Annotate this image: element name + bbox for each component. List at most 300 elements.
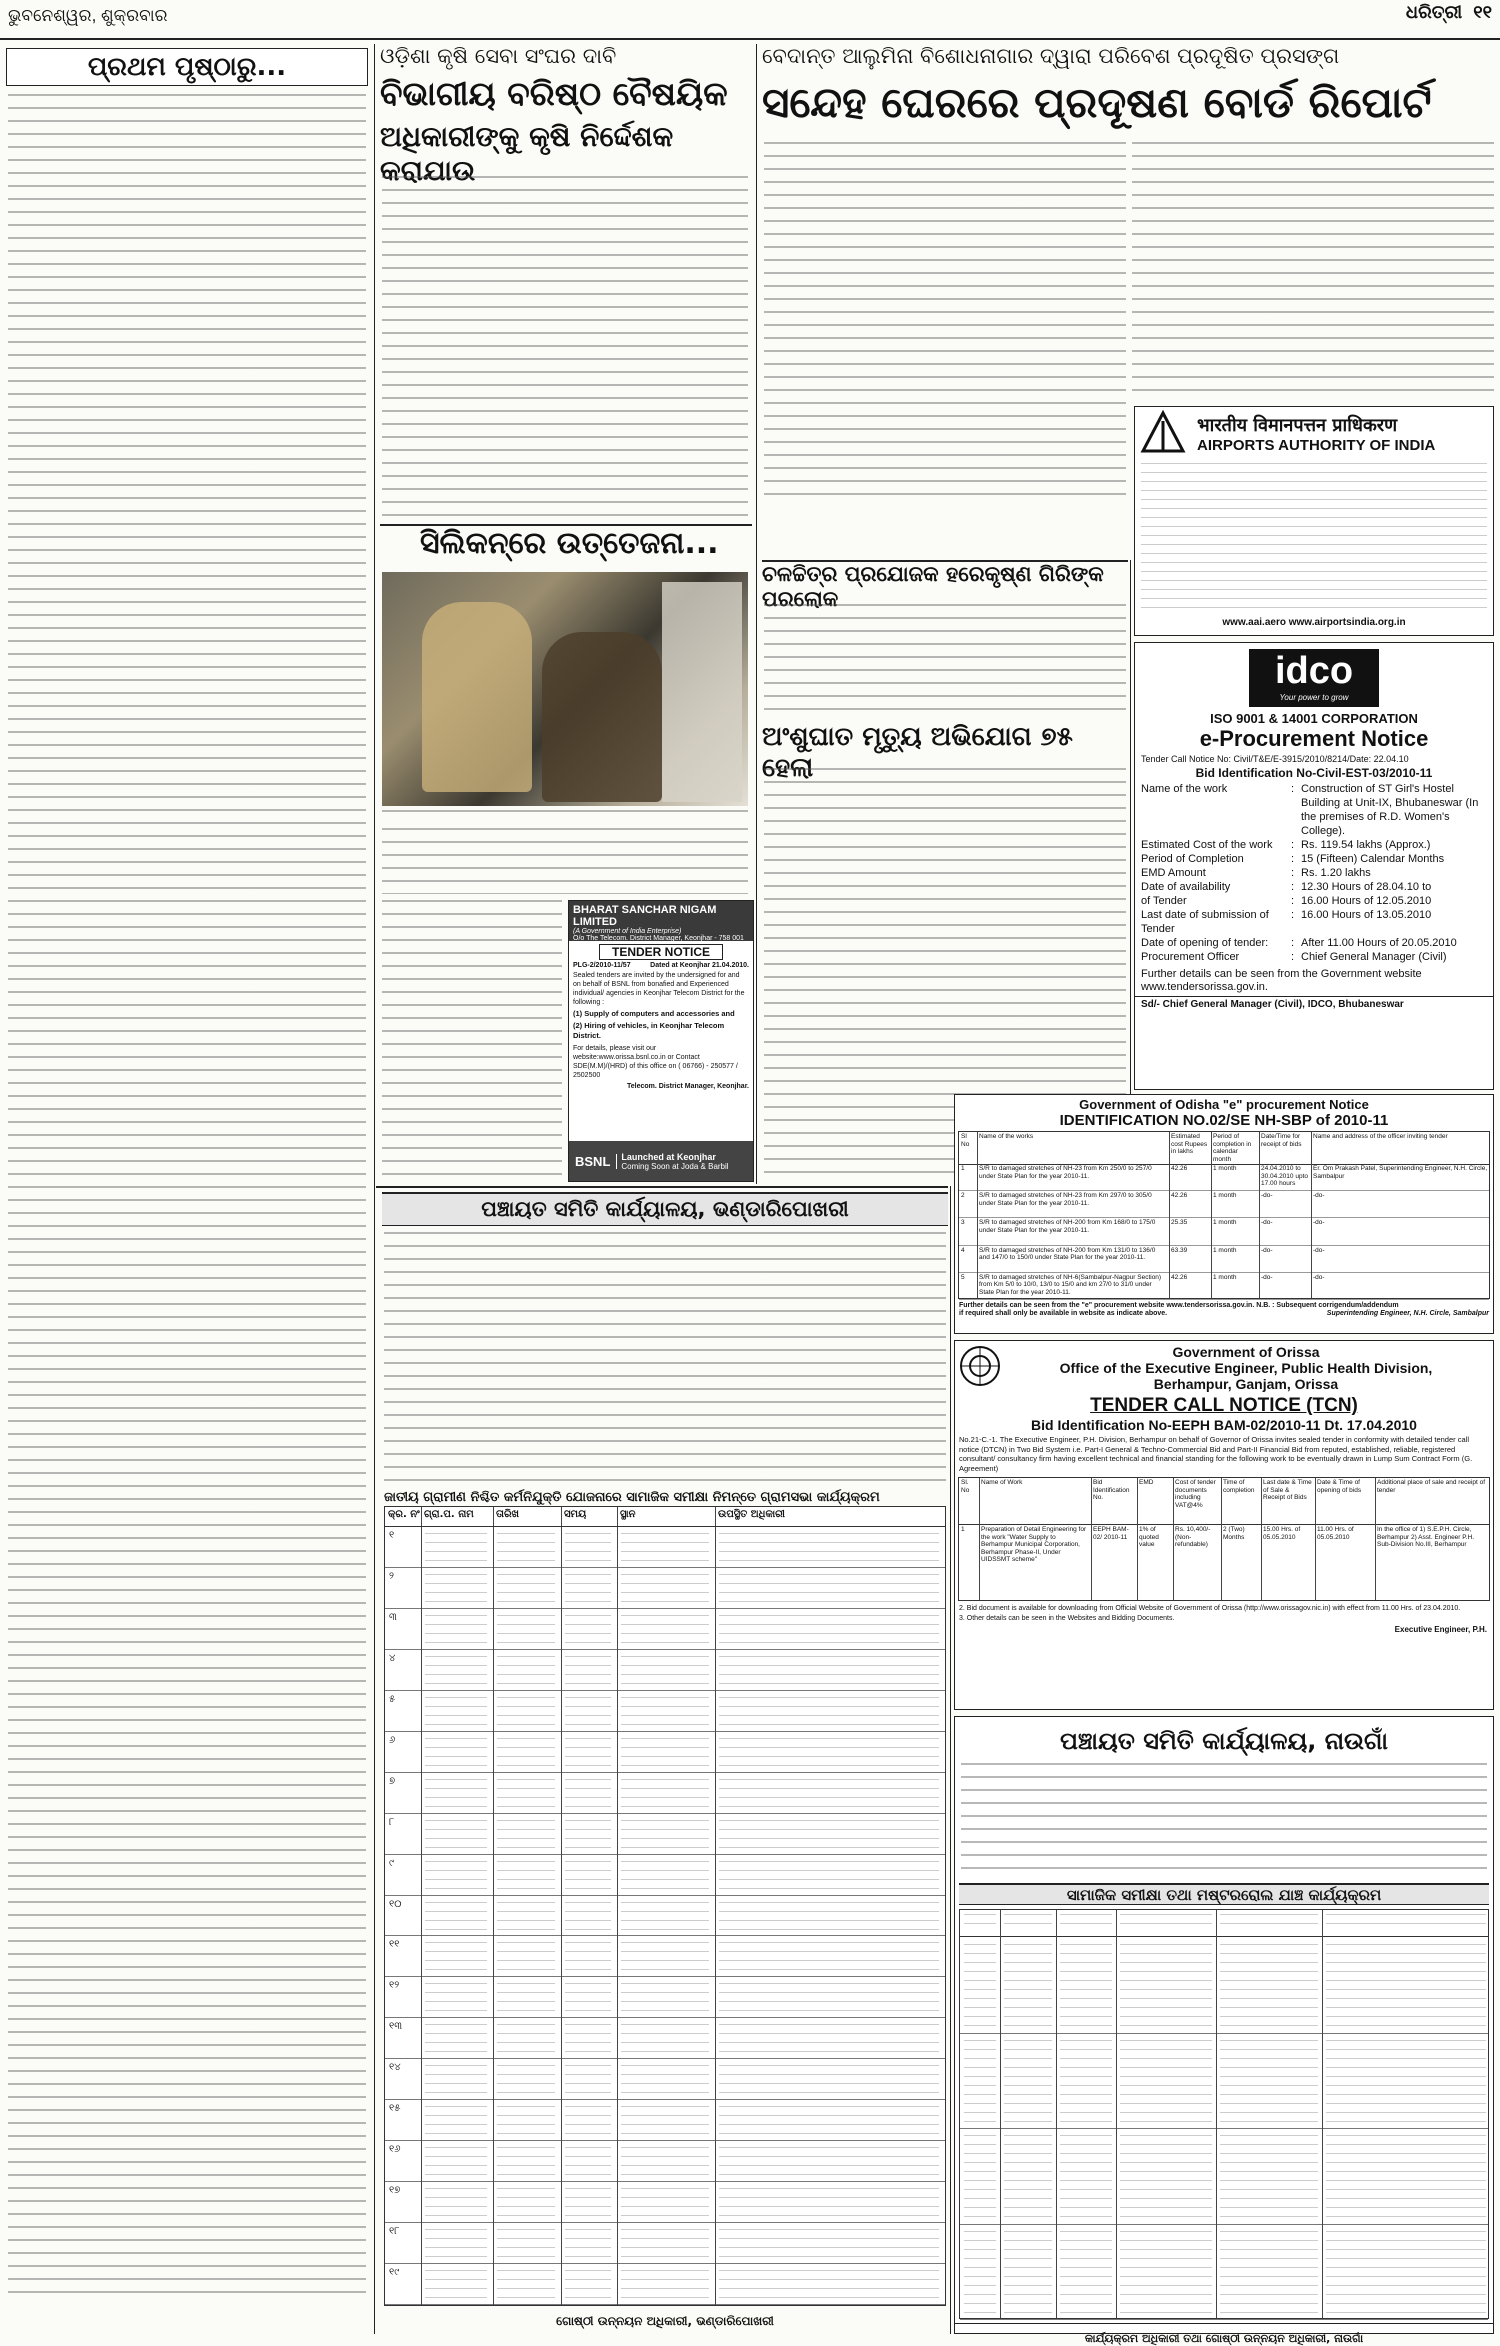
nh-header-cell: Sl No [961,1133,970,1148]
naugaon-cell-text [1326,1944,1486,2028]
row-number: ୩ [389,1611,397,1623]
nh-footer-row [955,1310,1493,1317]
phed-header-cell: Name of Work [981,1479,1023,1486]
table-row [385,1732,945,1773]
row-number: ୧୪ [389,2062,401,2074]
table-cell-text [425,1942,487,1971]
row-number: ୭ [389,1775,396,1787]
bsnl-signatory: Telecom. District Manager, Keonjhar. [626,1083,749,1090]
bsnl-item-1: (1) Supply of computers and accessories and [573,1009,735,1018]
table-cell-text [621,1820,709,1849]
table-cell-text [425,2065,487,2094]
row-number: ୬ [389,1734,396,1746]
phed-header-line [959,1524,1489,1525]
idco-row-value: 15 (Fifteen) Calendar Months [1301,853,1445,865]
table-cell-text [621,2147,709,2176]
nh-cell: 2 [961,1192,965,1200]
bsnl-dated: Dated at Keonjhar 21.04.2010. [650,962,749,969]
table-cell-text [621,2229,709,2258]
naugaon-notice [954,1716,1494,2345]
nh-header-cell: Estimated cost Rupees in lakhs [1171,1133,1208,1155]
table-cell-text [497,1574,555,1603]
table-cell-text [719,2065,939,2094]
table-cell-text [497,2024,555,2053]
obit-headline [762,560,1128,611]
column-line [493,1527,494,2305]
idco-certification: ISO 9001 & 14001 CORPORATION [1210,711,1418,726]
table-row [385,1650,945,1691]
nh-subtitle: IDENTIFICATION NO.02/SE NH-SBP of 2010-11 [1059,1112,1389,1129]
idco-row-colon: : [1291,867,1295,879]
idco-row [1141,880,1487,894]
idco-row-value: Rs. 119.54 lakhs (Approx.) [1301,839,1431,851]
nh-cell: -do- [1313,1273,1325,1281]
nh-cell: S/R to damaged stretches of NH-23 from Km 297/0 to 305/0 under State Plan for the year 2010-11. [979,1192,1152,1207]
bhandaripokhari-footer [384,2310,946,2330]
naugaon-cell-text [1220,2040,1318,2124]
phed-line2: Office of the Executive Engineer, Public Health Division, [1059,1360,1433,1376]
column-line [617,1507,618,1526]
nh-column-line [1311,1132,1312,1298]
phed-header-cell: EMD [1139,1479,1154,1486]
phed-notice-title: TENDER CALL NOTICE (TCN) [1090,1395,1358,1416]
row-number: ୪ [389,1652,396,1664]
table-cell-text [621,1942,709,1971]
nh-cell: 3 [961,1219,965,1227]
row-number: ୯ [389,1857,394,1869]
phed-cell: 2 (Two) Months [1223,1526,1245,1541]
table-cell-text [565,1615,611,1644]
idco-row [1141,838,1487,852]
table-cell-text [425,2147,487,2176]
nh-cell: 5 [961,1273,965,1281]
nh-cell: Er. Om Prakash Patel, Superintending Engineer, N.H. Circle, Sambalpur [1313,1165,1488,1180]
phed-note-2: 2. Bid document is available for downloading from Official Website of Government of Orissa (http://www.orissagov.nic.in) with effect from 11.00 Hrs. of 23.04.2010. [959,1605,1461,1612]
table-cell-text [565,1574,611,1603]
phed-line3: Berhampur, Ganjam, Orissa [1153,1376,1339,1392]
naugaon-footer [955,2323,1493,2346]
nh-column-line [977,1132,978,1298]
naugaon-cell-text [1326,2040,1486,2124]
table-cell-text [425,2106,487,2135]
nh-cell: 1 month [1213,1219,1237,1227]
table-cell-text [621,1697,709,1726]
table-row [385,2059,945,2100]
idco-row-value: After 11.00 Hours of 20.05.2010 [1301,937,1457,949]
row-number: ୧୯ [389,2267,400,2279]
bhandaripokhari-body-rows [385,1527,945,2305]
idco-row-label: Date of availability [1141,881,1231,893]
bsnl-item-2: (2) Hiring of vehicles, in Keonjhar Telecom District. [573,1021,725,1040]
nh-footer-1: Further details can be seen from the "e" procurement website www.tendersorissa.gov.in. N.B. : Subsequent corrigendum/addendum [959,1302,1399,1309]
nh-cell: S/R to damaged stretches of NH-200 from Km 131/0 to 136/0 and 147/0 to 150/0 under State Plan for the year 2010-11. [979,1246,1156,1262]
table-cell-text [425,1533,487,1562]
table-cell-text [497,1738,555,1767]
masthead-rule [0,38,1500,40]
naugaon-cell-text [964,2231,996,2315]
table-cell-text [621,1574,709,1603]
table-cell-text [565,1820,611,1849]
bhandaripokhari-title [382,1192,948,1226]
idco-row-colon: : [1291,783,1295,795]
naugaon-cell-text [964,2135,996,2219]
table-cell-text [621,2065,709,2094]
table-cell-text [621,1779,709,1808]
idco-row-value: Rs. 1.20 lakhs [1301,867,1371,879]
nh-cell: 1 month [1213,1246,1237,1254]
front-page-label: ପ୍ରଥମ ପୃଷ୍ଠାରୁ... [87,52,287,82]
table-header-cell: ଉପସ୍ଥିତ ଅଧିକାରୀ [718,1509,785,1520]
idco-tagline: Your power to grow [1279,693,1349,702]
nh-footer-sign: Superintending Engineer, N.H. Circle, Sambalpur [1326,1310,1489,1317]
phed-header-cell: Date & Time of opening of bids [1317,1479,1362,1494]
naugaon-cell-text [1220,1944,1318,2028]
death-headline-text: ଅଂଶୁଘାତ ମୃତ୍ୟୁ ଅଭିଯୋଗ ୭୫ ହେଲା [762,722,1073,783]
table-cell-text [719,1983,939,2012]
table-cell-text [497,2229,555,2258]
nh-row [959,1273,1489,1300]
table-cell-text [497,1942,555,1971]
phed-cell: Rs. 10,400/- (Non-refundable) [1175,1526,1211,1548]
idco-row [1141,894,1487,908]
idco-row-value: 16.00 Hours of 13.05.2010 [1301,909,1432,921]
naugaon-title [955,1727,1493,1755]
table-header-cell: କ୍ର. ନଂ [388,1509,420,1520]
table-cell-text [621,1738,709,1767]
table-cell-text [719,1861,939,1890]
vedanta-headline-text: ସନ୍ଦେହ ଘେରରେ ପ୍ରଦୂଷଣ ବୋର୍ଡ ରିପୋର୍ଟ [762,78,1432,127]
naugaon-cell-text [1326,2135,1486,2219]
phed-header-cell: Bid Identification No. [1093,1479,1130,1501]
column-rule-1 [374,44,375,2334]
naugaon-column-line [1056,1910,1057,2318]
naugaon-header-cell [1060,1914,1112,1932]
vedanta-body-2 [1132,142,1494,400]
row-number: ୧୦ [389,1898,402,1910]
aai-logo-icon [1139,411,1187,455]
aai-ad [1134,406,1494,636]
table-cell-text [425,1656,487,1685]
phed-header-cell: Last date & Time of Sale & Receipt of Bids [1263,1479,1312,1501]
table-cell-text [565,2024,611,2053]
bhandaripokhari-table-title-text: ଜାତୀୟ ଗ୍ରାମୀଣ ନିଶ୍ଚିତ କର୍ମନିଯୁକ୍ତି ଯୋଜନାରେ ସାମାଜିକ ସମୀକ୍ଷା ନିମନ୍ତେ ଗ୍ରାମସଭା କାର୍ଯ୍ୟକ୍ରମ [384,1490,880,1505]
row-number: ୨ [389,1570,394,1582]
column-rule-3 [1130,560,1131,1182]
row-number: ୧୬ [389,2144,401,2156]
table-row [385,2018,945,2059]
phed-intro: No.21-C.-1. The Executive Engineer, P.H. Division, Berhampur on behalf of Governor of Orissa invites sealed tender in conformity with detailed tender call notice (DTCN) in Two Bid System i.e. Part-I General & Techno-Commercial Bid and Part-II Financial Bid from reputed, established, reliable, registered consultant/ consultancy firm having excellent technical and financial standing for the following work to be eventually drawn in Lump Sum Contract Form (G. Agreement) [959,1435,1473,1473]
nh-row [959,1246,1489,1273]
idco-row-colon: : [1291,853,1295,865]
phed-line1: Government of Orissa [1172,1344,1320,1360]
phed-cell: 1 [961,1526,965,1533]
phed-note-3: 3. Other details can be seen in the Websites and Bidding Documents. [959,1615,1175,1622]
date-line [8,6,568,36]
aai-header [1135,407,1493,459]
idco-row-colon: : [1291,951,1295,963]
table-cell-text [719,1533,939,1562]
table-cell-text [621,2270,709,2299]
row-number: ୧୫ [389,2103,401,2115]
naugaon-header-line [960,1936,1488,1937]
nh-row [959,1191,1489,1218]
table-cell-text [565,2065,611,2094]
table-cell-text [497,1983,555,2012]
row-number: ୧୧ [389,1939,400,1951]
table-cell-text [425,1861,487,1890]
idco-row-colon: : [1291,839,1295,851]
nh-column-line [1169,1132,1170,1298]
idco-row-label: Period of Completion [1141,853,1244,865]
phed-bid-id: Bid Identification No-EEPH BAM-02/2010-11 Dt. 17.04.2010 [1031,1417,1417,1433]
idco-row-value: Chief General Manager (Civil) [1301,951,1447,963]
table-cell-text [565,1861,611,1890]
table-cell-text [497,1820,555,1849]
phed-column-line [1261,1478,1262,1600]
bsnl-ref-row [569,960,753,971]
idco-row-label: Last date of submission of Tender [1141,909,1269,935]
idco-row-label: Estimated Cost of the work [1141,839,1273,851]
naugaon-title-text: ପଞ୍ଚାୟତ ସମିତି କାର୍ଯ୍ୟାଳୟ, ନାଉଗାଁ [1060,1727,1388,1755]
nh-cell: -do- [1261,1219,1273,1227]
photo-vehicle-seat [662,582,742,802]
table-cell-text [719,1902,939,1931]
table-row [385,2264,945,2305]
nh-cell: 42.26 [1171,1165,1188,1172]
table-row [385,1855,945,1896]
nh-cell: 1 month [1213,1273,1237,1281]
table-header-cell: ସ୍ଥାନ [620,1509,636,1520]
table-cell-text [621,1656,709,1685]
table-row [385,1896,945,1937]
column-line [617,1527,618,2305]
phed-signature: Executive Engineer, P.H. [1394,1625,1487,1634]
agri-headline-1-text: ବିଭାଗୀୟ ବରିଷ୍ଠ ବୈଷୟିକ [380,74,728,113]
naugaon-cell-text [1004,2231,1052,2315]
nh-header-cell: Name of the works [979,1133,1034,1140]
phed-cell: 15.00 Hrs. of 05.05.2010 [1263,1526,1301,1541]
bsnl-intro: Sealed tenders are invited by the undersigned for and on behalf of BSNL from bonafied and Experienced individual/ agencies in Keonjhar Telecom District for the following : [573,972,745,1006]
idco-row-value: Construction of ST Girl's Hostel Building at Unit-IX, Bhubaneswar (In the premises of R.D. Women's College). [1301,783,1479,837]
table-cell-text [497,2188,555,2217]
table-cell-text [425,1574,487,1603]
naugaon-header-cell [1326,1914,1486,1932]
table-cell-text [719,2229,939,2258]
photo-story-body-2 [382,900,562,1180]
table-header-cell: ଗ୍ରା.ପ. ନାମ [424,1509,474,1520]
obit-headline-text: ଚଳଚ୍ଚିତ୍ର ପ୍ରଯୋଜକ ହରେକୃଷ୍ଣ ଗିରିଙ୍କ ପରଲୋକ [762,562,1104,611]
naugaon-cell-text [964,1944,996,2028]
nh-header-cell: Date/Time for receipt of bids [1261,1133,1302,1148]
table-cell-text [719,1656,939,1685]
phed-cell: Preparation of Detail Engineering for the work "Water Supply to Berhampur Municipal Corporation, Berhampur Phase-II, Under UIDSSMT scheme" [981,1526,1087,1563]
nh-cell: S/R to damaged stretches of NH-23 from Km 250/0 to 257/0 under State Plan for the year 2010-11. [979,1165,1152,1180]
table-cell-text [565,1779,611,1808]
table-cell-text [497,2147,555,2176]
idco-row [1141,782,1487,838]
section-rule [376,1186,948,1188]
idco-row-label: of Tender [1141,895,1187,907]
nh-cell: S/R to damaged stretches of NH-6(Sambalpur-Nagpur Section) from Km 5/0 to 10/0, 13/0 to 15/0 and km 27/0 to 31/0 under State Plan for the year 2010-11. [979,1273,1162,1296]
nh-title: Government of Odisha "e" procurement Notice [1079,1097,1369,1112]
nh-cell: -do- [1313,1246,1325,1254]
column-line [715,1527,716,2305]
table-cell-text [425,1615,487,1644]
column-line [493,1507,494,1526]
phed-column-line [1375,1478,1376,1600]
row-number: ୧ [389,1530,395,1541]
table-cell-text [565,2106,611,2135]
nh-cell: 1 month [1213,1165,1237,1172]
bsnl-notice-no: PLG-2/2010-11/57 [573,962,631,969]
agri-kicker-text: ଓଡ଼ିଶା କୃଷି ସେବା ସଂଘର ଦାବି [380,44,617,68]
orissa-emblem-icon [958,1344,1002,1388]
nh-cell: 4 [961,1246,965,1254]
column-line [715,1507,716,1526]
paper-name-text: ଧରିତ୍ରୀ [1405,2,1463,23]
idco-row-label: Procurement Officer [1141,951,1240,963]
nh-column-line [1211,1132,1212,1298]
nh-header-cell: Period of completion in calendar month [1213,1133,1252,1163]
naugaon-cell-text [1060,2040,1112,2124]
naugaon-column-line [1116,1910,1117,2318]
table-cell-text [719,1615,939,1644]
table-cell-text [497,1902,555,1931]
table-cell-text [425,1697,487,1726]
nh-cell: 1 [961,1165,965,1172]
photo-figure [542,632,662,802]
column-line [421,1507,422,1526]
table-cell-text [425,2270,487,2299]
nh-row [959,1164,1489,1191]
naugaon-cell-text [1120,2231,1212,2315]
idco-logo-text: idco [1274,650,1354,692]
nh-cell: S/R to damaged stretches of NH-200 from Km 168/0 to 175/0 under State Plan for the year 2010-11. [979,1219,1156,1234]
nh-cell: -do- [1313,1192,1325,1200]
table-cell-text [621,1902,709,1931]
table-cell-text [719,1738,939,1767]
bsnl-sub: (A Government of India Enterprise) [573,928,682,935]
naugaon-cell-text [1004,2040,1052,2124]
idco-row [1141,866,1487,880]
phed-column-line [1137,1478,1138,1600]
nh-cell: -do- [1313,1219,1325,1227]
naugaon-header-cell [1220,1914,1318,1932]
front-page-label-box [6,48,368,86]
table-row [385,2100,945,2141]
nh-cell: 1 month [1213,1192,1237,1200]
naugaon-cell-text [1120,1944,1212,2028]
table-row [385,1609,945,1650]
table-cell-text [565,2229,611,2258]
idco-row-label: EMD Amount [1141,867,1206,879]
naugaon-column-line [1216,1910,1217,2318]
naugaon-cell-text [1004,1944,1052,2028]
idco-signature: Sd/- Chief General Manager (Civil), IDCO, Bhubaneswar [1135,996,1493,1012]
naugaon-cell-text [964,2040,996,2124]
phed-column-line [1091,1478,1092,1600]
vedanta-headline [762,78,1494,134]
phed-column-line [1315,1478,1316,1600]
table-row [385,1527,945,1568]
table-cell-text [425,2229,487,2258]
idco-row-colon: : [1291,895,1295,907]
phed-notice [954,1340,1494,1710]
table-cell-text [565,1533,611,1562]
table-row [385,1568,945,1609]
idco-notice-title: e-Procurement Notice [1199,726,1429,751]
idco-rows [1135,780,1493,966]
bsnl-launch-1: Launched at Keonjhar [621,1151,716,1162]
naugaon-cell-text [1220,2135,1318,2219]
idco-row [1141,936,1487,950]
table-cell-text [425,1738,487,1767]
row-number: ୧୨ [389,1980,400,1992]
table-cell-text [425,2024,487,2053]
naugaon-cell-text [1060,2135,1112,2219]
phed-header-cell: Sl. No [961,1479,970,1494]
table-cell-text [621,1533,709,1562]
table-cell-text [719,1574,939,1603]
naugaon-cell-text [1060,1944,1112,2028]
bsnl-footer [569,1141,753,1181]
table-cell-text [621,1861,709,1890]
row-number: ୧୭ [389,2185,401,2197]
photo-story-headline [380,524,752,564]
phed-cell: In the office of 1) S.E.P.H. Circle, Berhampur 2) Asst. Engineer P.H. Sub-Division No.III, Berhampur [1377,1526,1475,1548]
idco-row-colon: : [1291,909,1295,921]
table-row [385,1936,945,1977]
vedanta-body-1 [764,142,1126,502]
naugaon-row-group [960,2129,1488,2225]
agri-body [382,176,748,516]
phed-header-cell: Additional place of sale and receipt of tender [1377,1479,1486,1494]
naugaon-column-line [1000,1910,1001,2318]
page-number: ୧୧ [1473,2,1492,23]
bsnl-ad [568,900,754,1182]
bhandaripokhari-title-text: ପଞ୍ଚାୟତ ସମିତି କାର୍ଯ୍ୟାଳୟ, ଭଣ୍ଡାରିପୋଖରୀ [481,1197,849,1221]
photo-caption [382,810,748,822]
agri-kicker [380,44,752,74]
idco-row-value: 12.30 Hours of 28.04.10 to [1301,881,1432,893]
table-header-cell: ସମୟ [564,1509,587,1520]
column-line [421,1527,422,2305]
table-cell-text [565,1697,611,1726]
table-cell-text [565,1983,611,2012]
table-cell-text [719,1779,939,1808]
table-cell-text [565,1902,611,1931]
table-row [385,1773,945,1814]
table-row [385,1977,945,2018]
table-row [385,1691,945,1732]
naugaon-table-title [959,1883,1489,1905]
table-cell-text [497,1615,555,1644]
bsnl-launch-2: Coming Soon at Joda & Barbil [621,1161,729,1171]
photo-story-headline-text: ସିଲିକନ୍‌ରେ ଉତ୍ତେଜନା... [420,526,719,561]
column-rule-4 [950,1186,951,2334]
nh-cell: 63.39 [1171,1246,1188,1254]
table-cell-text [497,1656,555,1685]
idco-row-colon: : [1291,881,1295,893]
date-line-text: ଭୁବନେଶ୍ୱର, ଶୁକ୍ରବାର [8,6,168,25]
nh-notice [954,1094,1494,1334]
idco-logo [1249,649,1379,707]
table-cell-text [565,1942,611,1971]
table-cell-text [719,1942,939,1971]
bhandaripokhari-footer-text: ଗୋଷ୍ଠୀ ଉନ୍ନୟନ ଅଧିକାରୀ, ଭଣ୍ଡାରିପୋଖରୀ [556,2314,774,2328]
phed-header [955,1341,1493,1395]
table-row [385,2141,945,2182]
